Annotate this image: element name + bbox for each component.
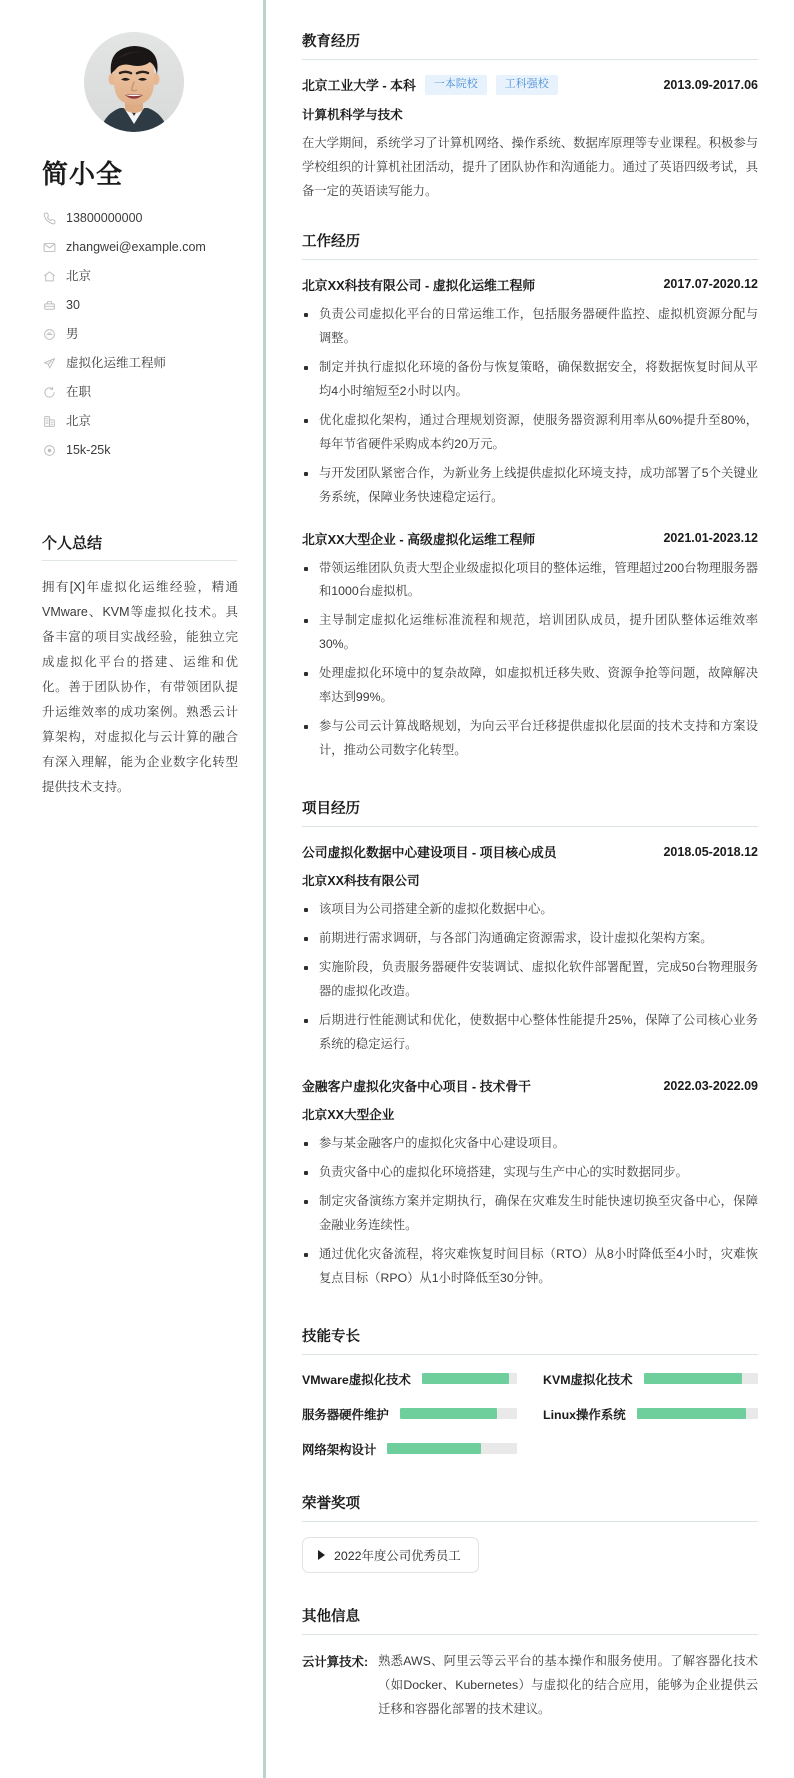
entry-title: 公司虚拟化数据中心建设项目 - 项目核心成员	[302, 845, 557, 861]
bullet-item: 后期进行性能测试和优化，使数据中心整体性能提升25%，保障了公司核心业务系统的稳定运行。	[302, 1009, 758, 1057]
entry-subtitle: 计算机科学与技术	[302, 107, 403, 122]
contact-value: 男	[66, 327, 79, 341]
skill-name: KVM虚拟化技术	[543, 1372, 633, 1387]
entry-title: 北京工业大学 - 本科	[302, 78, 416, 94]
entry-title: 金融客户虚拟化灾备中心项目 - 技术骨干	[302, 1079, 531, 1095]
contact-value: 北京	[66, 414, 92, 428]
skill-fill	[400, 1408, 497, 1419]
contact-gender	[42, 327, 241, 342]
resume-main	[266, 0, 794, 1778]
other-info-section	[302, 1605, 758, 1722]
contact-value: 30	[66, 298, 80, 312]
contact-phone	[42, 211, 241, 226]
age-icon	[42, 299, 56, 313]
skill-track	[644, 1373, 759, 1384]
entry-header	[302, 529, 758, 548]
skill-fill	[387, 1443, 480, 1454]
gender-icon	[42, 328, 56, 342]
person-name: 简小全	[42, 159, 124, 189]
bullet-item: 与开发团队紧密合作，为新业务上线提供虚拟化环境支持，成功部署了5个关键业务系统，保障业务快速稳定运行。	[302, 462, 758, 510]
education-tag: 一本院校	[425, 75, 487, 95]
education-entry	[302, 75, 758, 204]
city-icon	[42, 415, 56, 429]
skill-row	[302, 1370, 517, 1388]
education-section	[302, 30, 758, 204]
work-entry	[302, 529, 758, 764]
entry-header	[302, 842, 758, 861]
entry-header	[302, 1076, 758, 1095]
skill-track	[387, 1443, 517, 1454]
bullet-item: 带领运维团队负责大型企业级虚拟化项目的整体运维，管理超过200台物理服务器和1000台虚拟机。	[302, 557, 758, 605]
projects-section	[302, 797, 758, 1291]
education-title: 教育经历	[302, 30, 758, 60]
skill-track	[637, 1408, 758, 1419]
bullet-item: 处理虚拟化环境中的复杂故障，如虚拟机迁移失败、资源争抢等问题，故障解决率达到99%。	[302, 662, 758, 710]
other-info-value: 熟悉AWS、阿里云等云平台的基本操作和服务使用。了解容器化技术（如Docker、Kubernetes）与虚拟化的结合应用，能够为企业提供云迁移和容器化部署的技术建议。	[378, 1653, 758, 1716]
entry-title: 北京XX大型企业 - 高级虚拟化运维工程师	[302, 531, 536, 547]
home-icon	[42, 270, 56, 284]
honors-title: 荣誉奖项	[302, 1492, 758, 1522]
skill-name: 网络架构设计	[302, 1442, 377, 1457]
entry-header	[302, 75, 758, 95]
work-entry	[302, 275, 758, 510]
profile-sidebar	[0, 0, 263, 1778]
skill-fill	[422, 1373, 510, 1384]
bullet-item: 主导制定虚拟化运维标准流程和规范，培训团队成员，提升团队整体运维效率30%。	[302, 609, 758, 657]
entry-date: 2013.09-2017.06	[663, 77, 758, 92]
project-entry	[302, 842, 758, 1057]
contact-value: 13800000000	[66, 211, 143, 225]
entry-date: 2021.01-2023.12	[663, 531, 758, 545]
contact-value: 北京	[66, 269, 92, 283]
entry-date: 2018.05-2018.12	[663, 844, 758, 859]
summary-section	[42, 532, 241, 800]
contact-status	[42, 385, 241, 400]
education-tag: 工科强校	[496, 75, 558, 95]
skill-name: VMware虚拟化技术	[302, 1372, 411, 1387]
bullet-item: 优化虚拟化架构，通过合理规划资源，使服务器资源利用率从60%提升至80%，每年节省硬件采购成本约20万元。	[302, 409, 758, 457]
bullet-item: 制定并执行虚拟化环境的备份与恢复策略，确保数据安全，将数据恢复时间从平均4小时缩短至2小时以内。	[302, 356, 758, 404]
skill-track	[422, 1373, 517, 1384]
bullet-list	[302, 557, 758, 764]
status-icon	[42, 386, 56, 400]
avatar-container	[26, 32, 241, 132]
skills-title: 技能专长	[302, 1325, 758, 1355]
contact-city	[42, 414, 241, 429]
entry-subtitle: 北京XX大型企业	[302, 1108, 395, 1123]
phone-icon	[42, 212, 56, 226]
other-info-title: 其他信息	[302, 1605, 758, 1635]
contact-value: 15k-25k	[66, 443, 111, 457]
entry-header	[302, 275, 758, 294]
contact-value: zhangwei@example.com	[66, 240, 206, 254]
contact-value: 在职	[66, 385, 92, 399]
skill-row	[302, 1440, 517, 1458]
bullet-item: 参与某金融客户的虚拟化灾备中心建设项目。	[302, 1132, 758, 1156]
work-section	[302, 230, 758, 764]
honor-chip[interactable]	[302, 1537, 479, 1573]
skill-fill	[637, 1408, 746, 1419]
honor-label: 2022年度公司优秀员工	[334, 1548, 461, 1563]
bullet-item: 制定灾备演练方案并定期执行，确保在灾难发生时能快速切换至灾备中心，保障金融业务连续性。	[302, 1190, 758, 1238]
skill-fill	[644, 1373, 742, 1384]
other-info-row	[302, 1650, 758, 1722]
avatar	[84, 32, 184, 132]
salary-icon	[42, 444, 56, 458]
contact-hometown	[42, 269, 241, 284]
mail-icon	[42, 241, 56, 255]
summary-title: 个人总结	[42, 532, 237, 561]
bullet-list	[302, 898, 758, 1057]
projects-title: 项目经历	[302, 797, 758, 827]
entry-subtitle: 北京XX科技有限公司	[302, 874, 420, 889]
entry-date: 2017.07-2020.12	[663, 277, 758, 292]
contact-age	[42, 298, 241, 313]
contact-list	[42, 211, 241, 458]
skills-section	[302, 1325, 758, 1458]
entry-headline	[302, 75, 558, 95]
entry-date: 2022.03-2022.09	[663, 1078, 758, 1093]
project-entry	[302, 1076, 758, 1291]
summary-text: 拥有[X]年虚拟化运维经验，精通VMware、KVM等虚拟化技术。具备丰富的项目实战经验，能独立完成虚拟化平台的搭建、运维和优化。善于团队协作，有带领团队提升运维效率的成功案例。熟悉云计算架构，对虚拟化与云计算的融合有深入理解，能为企业数字化转型提供技术支持。	[42, 580, 238, 794]
skill-row	[302, 1405, 517, 1423]
contact-email	[42, 240, 241, 255]
bullet-item: 负责灾备中心的虚拟化环境搭建，实现与生产中心的实时数据同步。	[302, 1161, 758, 1185]
skill-name: Linux操作系统	[543, 1407, 626, 1422]
contact-position	[42, 356, 241, 371]
contact-salary	[42, 443, 241, 458]
bullet-item: 前期进行需求调研，与各部门沟通确定资源需求，设计虚拟化架构方案。	[302, 927, 758, 951]
bullet-list	[302, 1132, 758, 1291]
triangle-right-icon	[318, 1550, 325, 1560]
entry-description: 在大学期间，系统学习了计算机网络、操作系统、数据库原理等专业课程。积极参与学校组织的计算机社团活动，提升了团队协作和沟通能力。通过了英语四级考试，具备一定的英语读写能力。	[302, 135, 758, 198]
bullet-item: 该项目为公司搭建全新的虚拟化数据中心。	[302, 898, 758, 922]
work-title: 工作经历	[302, 230, 758, 260]
bullet-item: 负责公司虚拟化平台的日常运维工作，包括服务器硬件监控、虚拟机资源分配与调整。	[302, 303, 758, 351]
bullet-item: 通过优化灾备流程，将灾难恢复时间目标（RTO）从8小时降低至4小时，灾难恢复点目标（RPO）从1小时降低至30分钟。	[302, 1243, 758, 1291]
skill-name: 服务器硬件维护	[302, 1407, 389, 1422]
bullet-item: 参与公司云计算战略规划，为向云平台迁移提供虚拟化层面的技术支持和方案设计，推动公司数字化转型。	[302, 715, 758, 763]
skill-row	[543, 1405, 758, 1423]
honor-list	[302, 1537, 758, 1573]
bullet-list	[302, 303, 758, 510]
honors-section	[302, 1492, 758, 1573]
skill-row	[543, 1370, 758, 1388]
other-info-label: 云计算技术:	[302, 1654, 369, 1669]
skill-track	[400, 1408, 517, 1419]
position-icon	[42, 357, 56, 371]
entry-title: 北京XX科技有限公司 - 虚拟化运维工程师	[302, 277, 536, 293]
contact-value: 虚拟化运维工程师	[66, 356, 167, 370]
bullet-item: 实施阶段，负责服务器硬件安装调试、虚拟化软件部署配置，完成50台物理服务器的虚拟化改造。	[302, 956, 758, 1004]
skills-grid	[302, 1370, 758, 1458]
